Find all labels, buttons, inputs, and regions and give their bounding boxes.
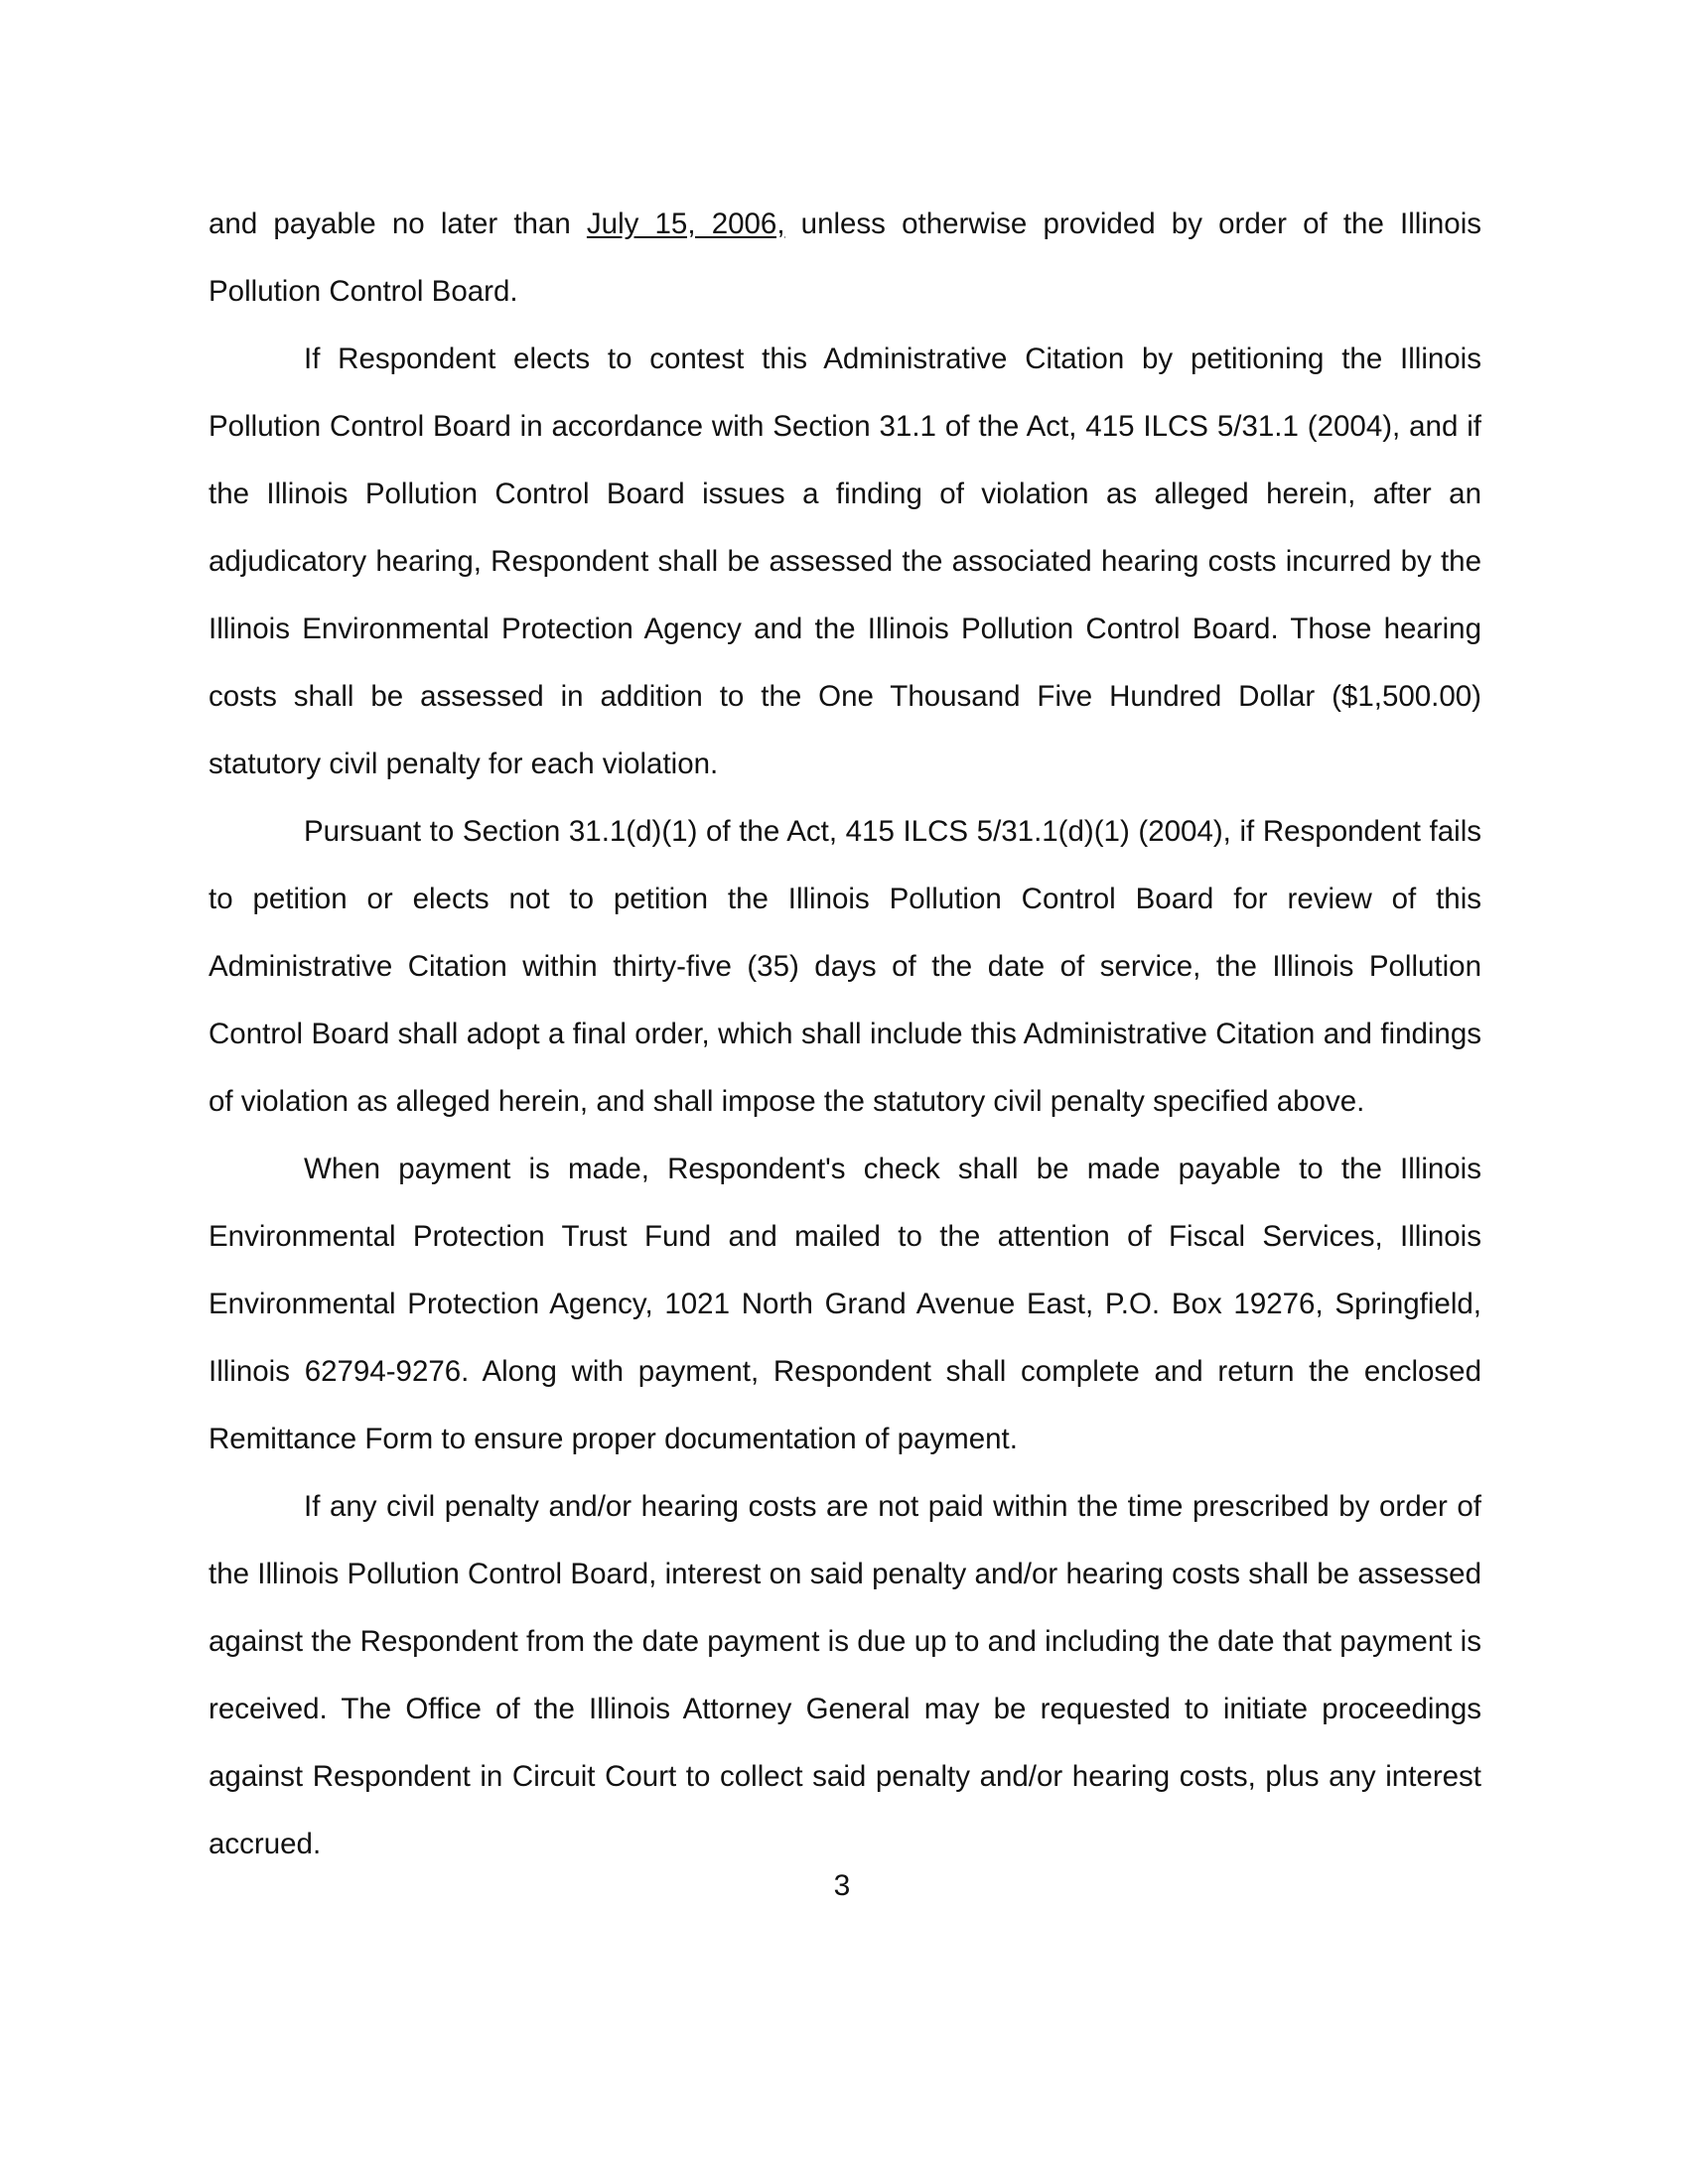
paragraph-payment-instructions: When payment is made, Respondent's check shall be made payable to the Illinois Environmental Protection Trust Fund and mailed to the attention of Fiscal Services, Illinois Environmental Protection Agency, 1021 North Grand Avenue East, P.O. Box 19276, Springfield, Illinois 62794-9276. Along with payment, Respondent shall complete and return the enclosed Remittance Form to ensure proper documentation of payment. <box>209 1153 1481 1455</box>
paragraph-payment-due <box>209 191 1481 326</box>
payment-due-trailing-text: unless otherwise provided by order of the Illinois Pollution Control Board. <box>209 207 1481 308</box>
payment-due-date: July 15, 2006, <box>586 207 785 240</box>
paragraph-interest-and-collection: If any civil penalty and/or hearing costs are not paid within the time prescribed by order of the Illinois Pollution Control Board, interest on said penalty and/or hearing costs shall be assessed against the Respondent from the date payment is due up to and including the date that payment is received. The Office of the Illinois Attorney General may be requested to initiate proceedings against Respondent in Circuit Court to collect said penalty and/or hearing costs, plus any interest accrued. <box>209 1490 1481 1860</box>
page-number: 3 <box>833 1869 851 1902</box>
document-page <box>209 191 1481 1878</box>
payment-due-lead-text: and payable no later than <box>209 207 587 240</box>
paragraph-failure-to-petition: Pursuant to Section 31.1(d)(1) of the Act, 415 ILCS 5/31.1(d)(1) (2004), if Respondent fails to petition or elects not to petition the Illinois Pollution Control Board for review of this Administrative Citation within thirty-five (35) days of the date of service, the Illinois Pollution Control Board shall adopt a final order, which shall include this Administrative Citation and findings of violation as alleged herein, and shall impose the statutory civil penalty specified above. <box>209 815 1481 1118</box>
paragraph-contest-citation: If Respondent elects to contest this Administrative Citation by petitioning the Illinois Pollution Control Board in accordance with Section 31.1 of the Act, 415 ILCS 5/31.1 (2004), and if the Illinois Pollution Control Board issues a finding of violation as alleged herein, after an adjudicatory hearing, Respondent shall be assessed the associated hearing costs incurred by the Illinois Environmental Protection Agency and the Illinois Pollution Control Board. Those hearing costs shall be assessed in addition to the One Thousand Five Hundred Dollar ($1,500.00) statutory civil penalty for each violation. <box>209 342 1481 780</box>
